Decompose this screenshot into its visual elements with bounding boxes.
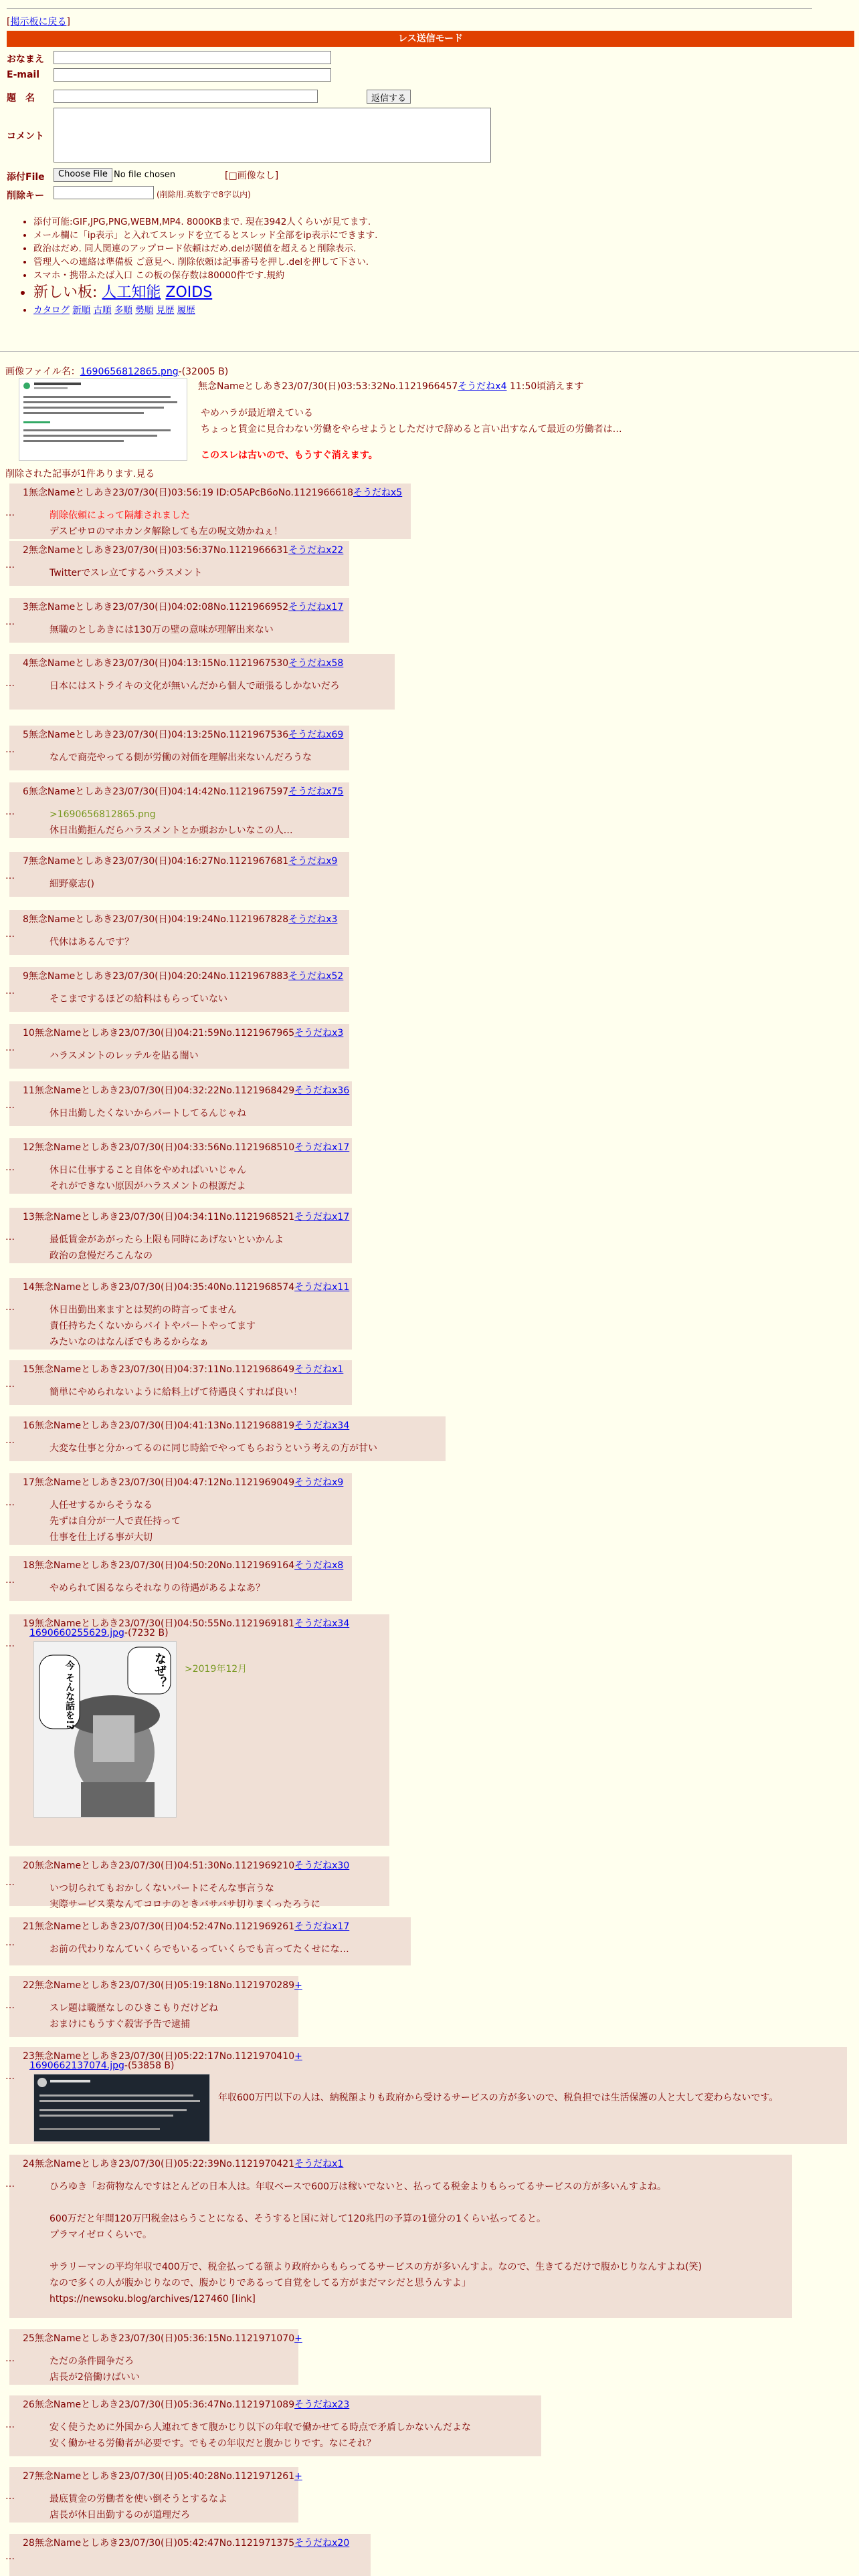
reply-header xyxy=(23,1418,349,1432)
reply-body-line: 休日に仕事すること自体をやめればいいじゃん xyxy=(50,1165,246,1176)
reply-body xyxy=(50,1048,199,1064)
reply-menu-icon[interactable]: … xyxy=(5,806,15,817)
reply-body xyxy=(50,622,274,638)
reply-header xyxy=(23,1919,349,1933)
reply-body-line: ハラスメントのレッテルを貼る闇い xyxy=(50,1051,199,1061)
new-board-link-zoids[interactable]: ZOIDS xyxy=(165,284,213,301)
reply-meta: 無念Nameとしあき23/07/30(日)04:47:12No.1121969049 xyxy=(34,1477,295,1488)
reply-body xyxy=(50,1302,256,1350)
reply-number: 9 xyxy=(23,971,29,982)
reply-menu-icon[interactable]: … xyxy=(5,2551,15,2562)
reply-body-line: 最低賃金があがったら上限も同時にあげないといかんよ xyxy=(50,1235,284,1245)
reply-post xyxy=(5,1473,352,1545)
reply-body-line: 600万だと年間120万円税金はらうことになる、そうすると国に対して120兆円の予算の1億分の1くらい払ってると。 xyxy=(50,2214,546,2224)
sort-link-viewed[interactable]: 見歴 xyxy=(156,305,175,316)
reply-body-line: 休日出勤したくないからパートしてるんじゃね xyxy=(50,1108,246,1119)
sodane-link[interactable]: そうだねx17 xyxy=(294,1142,350,1153)
reply-header xyxy=(23,1083,349,1097)
reply-body-line: https://newsoku.blog/archives/127460 [link] xyxy=(50,2294,256,2304)
reply-header xyxy=(23,1978,302,1992)
sodane-link[interactable]: そうだねx30 xyxy=(294,1860,350,1871)
reply-number: 5 xyxy=(23,730,29,740)
reply-body-line: スレ題は職歴なしのひきこもりだけどね xyxy=(50,2003,218,2014)
sodane-link[interactable]: そうだねx58 xyxy=(288,658,344,669)
reply-body xyxy=(50,1162,246,1194)
comment-textarea[interactable] xyxy=(54,108,491,163)
reply-body xyxy=(50,1941,349,1957)
reply-meta: 無念Nameとしあき23/07/30(日)04:50:55No.1121969181 xyxy=(34,1618,295,1629)
reply-header xyxy=(23,1362,343,1376)
reply-number: 3 xyxy=(23,602,29,613)
reply-header xyxy=(23,600,343,613)
reply-menu-icon[interactable]: … xyxy=(5,2353,15,2364)
reply-number: 8 xyxy=(23,914,29,925)
reply-post xyxy=(5,2534,371,2576)
reply-post xyxy=(5,541,349,586)
reply-body-line: 最底賃金の労働者を使い倒そうとするなよ xyxy=(50,2494,227,2504)
subject-label: 題 名 xyxy=(7,93,35,104)
reply-header xyxy=(23,784,343,798)
sodane-link[interactable]: そうだねx52 xyxy=(288,971,344,982)
reply-body xyxy=(50,508,283,540)
reply-body-line: いつ切られてもおかしくないパートにそんな事言うな xyxy=(50,1883,274,1894)
sodane-link[interactable]: そうだねx23 xyxy=(294,2399,350,2410)
reply-body-line: 政治の怠慢だろこんなの xyxy=(50,1251,153,1261)
reply-header xyxy=(23,1858,349,1872)
reply-body xyxy=(50,1232,284,1264)
reply-menu-icon[interactable]: … xyxy=(5,1231,15,1243)
reply-file-link[interactable]: 1690660255629.jpg xyxy=(29,1628,124,1638)
sodane-link[interactable]: そうだねx36 xyxy=(294,1085,350,1096)
sodane-link[interactable]: そうだねx8 xyxy=(294,1560,344,1571)
reply-header xyxy=(23,1140,349,1154)
reply-meta: 無念Nameとしあき23/07/30(日)04:16:27No.1121967681 xyxy=(28,856,289,867)
delkey-note: (削除用.英数字で8字以内) xyxy=(157,190,251,199)
reply-meta: 無念Nameとしあき23/07/30(日)04:34:11No.1121968521 xyxy=(34,1212,295,1222)
no-image-checkbox[interactable]: [□画像なし] xyxy=(225,171,279,181)
reply-post xyxy=(5,1208,352,1263)
reply-body-line: 日本にはストライキの文化が無いんだから個人で頑張るしかないだろ xyxy=(50,681,340,691)
op-thumbnail[interactable] xyxy=(19,378,187,461)
reply-menu-icon[interactable]: … xyxy=(5,616,15,627)
reply-body-line: 年収600万円以下の人は、納税額よりも政府から受けるサービスの方が多いので、税負担では生活保護の人と大して変わらないです。 xyxy=(218,2092,779,2103)
reply-meta: 無念Nameとしあき23/07/30(日)04:19:24No.1121967828 xyxy=(28,914,289,925)
email-input[interactable] xyxy=(54,68,331,82)
reply-post xyxy=(5,1081,352,1126)
reply-body-line: お前の代わりなんていくらでもいるっていくらでも言ってたくせにな… xyxy=(50,1944,349,1955)
reply-header xyxy=(23,969,343,982)
reply-post xyxy=(5,1416,446,1461)
reply-post xyxy=(5,782,349,838)
reply-file-line xyxy=(29,1628,169,1638)
reply-menu-icon[interactable]: … xyxy=(5,1162,15,1173)
note-item: • メール欄に「ip表示」と入れてスレッドを立てるとスレッド全部をip表示にできます. xyxy=(33,229,377,242)
reply-header xyxy=(23,1558,343,1572)
sodane-link[interactable]: そうだねx1 xyxy=(294,1364,344,1375)
reply-number: 19 xyxy=(23,1618,35,1629)
reply-meta: 無念Nameとしあき23/07/30(日)05:19:18No.1121970289 xyxy=(34,1980,295,1991)
sodane-link[interactable]: そうだねx17 xyxy=(294,1212,350,1222)
reply-number: 11 xyxy=(23,1085,35,1096)
op-file-link[interactable]: 1690656812865.png xyxy=(80,366,179,377)
name-input[interactable] xyxy=(54,51,331,64)
reply-menu-icon[interactable]: … xyxy=(5,1378,15,1390)
reply-body-line: サラリーマンの平均年収で400万で、税金払ってる額より政府からもらってるサービスの方が多いんすよ。なので、生きてるだけで腹かじりなんすよね(笑) xyxy=(50,2262,702,2272)
reply-header xyxy=(23,854,337,867)
reply-header xyxy=(23,1475,343,1489)
reply-thumbnail[interactable] xyxy=(33,1641,177,1818)
reply-menu-icon[interactable]: … xyxy=(5,2071,15,2082)
reply-meta: 無念Nameとしあき23/07/30(日)04:52:47No.1121969261 xyxy=(34,1921,295,1932)
reply-menu-icon[interactable]: … xyxy=(5,1497,15,1508)
reply-post xyxy=(5,2047,847,2144)
reply-body xyxy=(50,1384,302,1400)
sodane-link[interactable]: そうだねx20 xyxy=(294,2538,350,2549)
reply-post xyxy=(5,654,395,710)
reply-number: 4 xyxy=(23,658,29,669)
reply-header xyxy=(23,728,343,741)
reply-post xyxy=(5,852,349,897)
reply-post xyxy=(5,967,349,1012)
reply-meta: 無念Nameとしあき23/07/30(日)04:32:22No.1121968429 xyxy=(34,1085,295,1096)
delkey-label: 削除キー xyxy=(7,191,44,201)
reply-body-line: なので多くの人が腹かじりなので、腹かじりであるって自覚をしてる方がまだマシだと思うんすよ」 xyxy=(50,2278,471,2288)
sodane-link[interactable]: そうだねx3 xyxy=(288,914,338,925)
reply-header xyxy=(23,1210,349,1223)
reply-meta: 無念Nameとしあき23/07/30(日)05:36:15No.1121971070 xyxy=(34,2333,295,2344)
reply-meta: 無念Nameとしあき23/07/30(日)04:02:08No.1121966952 xyxy=(28,602,289,613)
reply-number: 15 xyxy=(23,1364,35,1375)
reply-body-line: みたいなのはなんぼでもあるからなぁ xyxy=(50,1337,209,1348)
reply-number: 22 xyxy=(23,1980,35,1991)
reply-body xyxy=(50,2179,702,2307)
reply-number: 7 xyxy=(23,856,29,867)
reply-file-size: -(7232 B) xyxy=(124,1628,169,1638)
reply-body-line: ただの条件闘争だろ xyxy=(50,2356,134,2367)
reply-number: 2 xyxy=(23,545,29,556)
reply-header xyxy=(23,1026,343,1039)
reply-meta: 無念Nameとしあき23/07/30(日)04:20:24No.1121967883 xyxy=(28,971,289,982)
reply-menu-icon[interactable]: … xyxy=(5,1099,15,1111)
reply-body-line: 休日出勤拒んだらハラスメントとか頭おかしいなこの人… xyxy=(50,825,293,836)
reply-meta: 無念Nameとしあき23/07/30(日)04:51:30No.1121969210 xyxy=(34,1860,295,1871)
op-sodane-link[interactable]: そうだねx4 xyxy=(458,381,507,392)
reply-header xyxy=(23,2469,302,2482)
reply-number: 13 xyxy=(23,1212,35,1222)
reply-menu-icon[interactable]: … xyxy=(5,1302,15,1313)
reply-body xyxy=(50,1105,246,1121)
reply-post xyxy=(5,1360,352,1405)
reply-body-line: 先ずは自分が一人で責任持って xyxy=(50,1516,181,1527)
reply-menu-icon[interactable]: … xyxy=(5,1574,15,1586)
reply-body-line: >2019年12月 xyxy=(185,1664,248,1675)
reply-menu-icon[interactable]: … xyxy=(5,1638,15,1649)
reply-number: 12 xyxy=(23,1142,35,1153)
sodane-link[interactable]: + xyxy=(294,1980,302,1991)
reply-meta: 無念Nameとしあき23/07/30(日)04:50:20No.1121969164 xyxy=(34,1560,295,1571)
reply-body xyxy=(50,2353,140,2385)
note-item: • 添付可能:GIF,JPG,PNG,WEBM,MP4. 8000KBまで. 現在3942人くらいが見てます. xyxy=(33,215,377,229)
reply-menu-icon[interactable]: … xyxy=(5,2420,15,2430)
reply-post xyxy=(5,1917,411,1965)
reply-body-line: 大変な仕事と分かってるのに同じ時給でやってもらおうという考えの方が甘い xyxy=(50,1443,377,1454)
reply-body-line: 細野豪志() xyxy=(50,879,94,889)
new-board-item: • 新しい板: 人工知能 ZOIDS xyxy=(33,282,377,304)
reply-menu-icon[interactable]: … xyxy=(5,870,15,881)
reply-thumbnail[interactable] xyxy=(33,2074,210,2142)
reply-meta: 無念Nameとしあき23/07/30(日)05:40:28No.1121971261 xyxy=(34,2471,295,2482)
reply-number: 25 xyxy=(23,2333,35,2344)
reply-post xyxy=(5,484,411,539)
reply-body xyxy=(218,2090,834,2106)
reply-menu-icon[interactable]: … xyxy=(5,2000,15,2011)
reply-menu-icon[interactable]: … xyxy=(5,559,15,570)
sodane-link[interactable]: そうだねx17 xyxy=(294,1921,350,1932)
reply-header xyxy=(23,2397,349,2411)
reply-meta: 無念Nameとしあき23/07/30(日)05:22:39No.1121970421 xyxy=(34,2159,295,2169)
sodane-link[interactable]: そうだねx22 xyxy=(288,545,344,556)
divider xyxy=(0,351,859,352)
reply-menu-icon[interactable]: … xyxy=(5,677,15,689)
reply-number: 26 xyxy=(23,2399,35,2410)
reply-header xyxy=(23,543,343,556)
choose-file-button[interactable]: Choose File xyxy=(54,168,112,182)
reply-body xyxy=(50,807,293,839)
reply-header xyxy=(23,2536,349,2549)
reply-body-line: デスピサロのマホカンタ解除しても左の呪文効かねぇ！ xyxy=(50,526,283,537)
reply-number: 27 xyxy=(23,2471,35,2482)
sort-link-momentum[interactable]: 勢順 xyxy=(135,305,154,316)
reply-body-line: やめられて困るならそれなりの待遇があるよなあ？ xyxy=(50,1583,265,1594)
reply-body-line: 安く使うために外国から人連れてきて腹かじり以下の年収で働かせてる時点で矛盾しかないんだよな xyxy=(50,2422,471,2433)
reply-body xyxy=(50,876,94,892)
reply-body-line: プラマイゼロくらいで。 xyxy=(50,2230,153,2240)
reply-post xyxy=(5,598,349,643)
sodane-link[interactable]: そうだねx1 xyxy=(294,2159,344,2169)
reply-body-line: そこまでするほどの給料はもらっていない xyxy=(50,994,227,1004)
reply-body-line: 無職のとしあきには130万の壁の意味が理解出来ない xyxy=(50,625,274,635)
sort-link-new[interactable]: 新順 xyxy=(72,305,91,316)
comment-label: コメント xyxy=(7,131,44,142)
reply-post xyxy=(5,1138,352,1194)
reply-body-line: 休日出勤出来ますとは契約の時言ってません xyxy=(50,1305,237,1315)
reply-meta: 無念Nameとしあき23/07/30(日)04:21:59No.1121967965 xyxy=(34,1028,295,1039)
reply-meta: 無念Nameとしあき23/07/30(日)05:36:47No.1121971089 xyxy=(34,2399,295,2410)
reply-number: 24 xyxy=(23,2159,35,2169)
reply-header xyxy=(23,2157,343,2170)
reply-menu-icon[interactable]: … xyxy=(5,2490,15,2502)
reply-body-line: 責任持ちたくないからバイトやパートやってます xyxy=(50,1321,256,1331)
reply-menu-icon[interactable]: … xyxy=(5,1877,15,1888)
reply-body xyxy=(50,565,203,581)
reply-number: 23 xyxy=(23,2051,35,2062)
tweet-screenshot-image xyxy=(34,2074,209,2141)
reply-post xyxy=(5,910,349,955)
reply-file-link[interactable]: 1690662137074.jpg xyxy=(29,2060,124,2071)
reply-header xyxy=(23,912,337,926)
back-to-board-link[interactable]: 掲示板に戻る xyxy=(10,17,67,27)
reply-body-line: それができない原因がハラスメントの根源だよ xyxy=(50,1181,246,1192)
file-label: 添付File xyxy=(7,172,45,183)
reply-menu-icon[interactable]: … xyxy=(5,1434,15,1446)
reply-number: 28 xyxy=(23,2538,35,2549)
reply-menu-icon[interactable]: … xyxy=(5,507,15,518)
reply-menu-icon[interactable]: … xyxy=(5,744,15,755)
reply-body-line: >1690656812865.png xyxy=(50,809,156,820)
sodane-link[interactable]: そうだねx5 xyxy=(353,488,403,498)
reply-meta: 無念Nameとしあき23/07/30(日)04:37:11No.1121968649 xyxy=(34,1364,295,1375)
reply-body xyxy=(50,934,134,950)
reply-meta: 無念Nameとしあき23/07/30(日)04:14:42No.1121967597 xyxy=(28,786,289,797)
reply-body-line: 店長が休日出勤するのが道理だろ xyxy=(50,2510,190,2520)
sodane-link[interactable]: そうだねx34 xyxy=(294,1618,350,1629)
reply-menu-icon[interactable]: … xyxy=(5,928,15,940)
op-body: やめハラが最近増えている ちょっと賃金に見合わない労働をやらせようとしただけで辞めると言い出すなんて最近の労働者は… xyxy=(201,408,622,435)
reply-meta: 無念Nameとしあき23/07/30(日)03:56:19 ID:O5APcB6oNo.1121966618 xyxy=(28,488,354,498)
reply-body-line: Twitterでスレ立てするハラスメント xyxy=(50,568,203,578)
reply-body-line: 代休はあるんです？ xyxy=(50,937,134,948)
reply-body xyxy=(185,1661,379,1677)
sodane-link[interactable]: そうだねx3 xyxy=(294,1028,344,1039)
reply-body-line: 実際サービス業なんてコロナのときバサバサ切りまくったろうに xyxy=(50,1899,320,1910)
sort-links-item xyxy=(33,304,377,317)
reply-post xyxy=(5,1278,352,1350)
reply-header xyxy=(23,486,402,499)
reply-number: 6 xyxy=(23,786,29,797)
reply-meta: 無念Nameとしあき23/07/30(日)04:13:15No.1121967530 xyxy=(28,658,289,669)
reply-body xyxy=(50,2420,471,2452)
op-file-line: 画像ファイル名：1690656812865.png-(32005 B) xyxy=(5,366,229,377)
new-board-link-ai[interactable]: 人工知能 xyxy=(102,284,161,301)
reply-header xyxy=(23,656,343,669)
reply-menu-icon[interactable]: … xyxy=(5,2179,15,2189)
reply-number: 17 xyxy=(23,1477,35,1488)
avatar-icon xyxy=(23,383,30,389)
reply-meta: 無念Nameとしあき23/07/30(日)04:35:40No.1121968574 xyxy=(34,1282,295,1293)
reply-header xyxy=(23,1280,349,1293)
note-item: • 管理人への連絡は準備板 ご意見へ. 削除依頼は記事番号を押し.delを押して下さい. xyxy=(33,255,377,269)
reply-body-line xyxy=(50,2195,702,2211)
reply-number: 21 xyxy=(23,1921,35,1932)
expire-warning: このスレは古いので、もうすぐ消えます。 xyxy=(201,450,378,461)
speech-bubble-text: 今 そんな話を!? xyxy=(64,1660,75,1730)
submit-button[interactable]: 返信する xyxy=(367,90,411,104)
reply-file-size: -(53858 B) xyxy=(124,2060,175,2071)
reply-body xyxy=(50,991,227,1007)
deleted-note[interactable]: 削除された記事が1件あります.見る xyxy=(5,469,155,479)
reply-post xyxy=(5,1856,389,1910)
back-link-wrap: [掲示板に戻る] xyxy=(7,17,70,27)
reply-number: 16 xyxy=(23,1420,35,1431)
op-header: 無念Nameとしあき23/07/30(日)03:53:32No.1121966457そうだねx4 11:50頃消えます xyxy=(198,381,584,392)
note-item: • スマホ・携帯ふたば入口 この板の保存数は80000件です.規約 xyxy=(33,269,377,282)
reply-mode-bar: レス送信モード xyxy=(7,31,854,47)
reply-post xyxy=(5,2155,792,2318)
reply-body xyxy=(50,678,340,694)
reply-meta: 無念Nameとしあき23/07/30(日)04:33:56No.1121968510 xyxy=(34,1142,295,1153)
reply-body-line: 店長が2倍働けばいい xyxy=(50,2372,140,2383)
sodane-link[interactable]: そうだねx9 xyxy=(294,1477,344,1488)
reply-menu-icon[interactable]: … xyxy=(5,985,15,996)
reply-meta: 無念Nameとしあき23/07/30(日)03:56:37No.1121966631 xyxy=(28,545,289,556)
reply-post xyxy=(5,1556,352,1601)
reply-number: 1 xyxy=(23,488,29,498)
file-status: No file chosen xyxy=(114,170,176,180)
sodane-link[interactable]: + xyxy=(294,2471,302,2482)
reply-body-line: 簡単にやめられないように給料上げて待遇良くすれば良い！ xyxy=(50,1387,302,1398)
reply-meta: 無念Nameとしあき23/07/30(日)05:42:47No.1121971375 xyxy=(34,2538,295,2549)
reply-number: 18 xyxy=(23,1560,35,1571)
reply-body xyxy=(50,2000,218,2032)
sodane-link[interactable]: + xyxy=(294,2051,302,2062)
reply-body-line: 人任せするからそうなる xyxy=(50,1500,153,1511)
reply-post xyxy=(5,2395,541,2456)
reply-body xyxy=(50,750,312,766)
reply-menu-icon[interactable]: … xyxy=(5,1042,15,1053)
name-label: おなまえ xyxy=(7,54,44,65)
reply-body-line: 削除依頼によって隔離されました xyxy=(50,510,190,521)
reply-body xyxy=(50,1881,320,1913)
reply-number: 10 xyxy=(23,1028,35,1039)
reply-post xyxy=(5,1614,389,1846)
sort-link-catalog[interactable]: カタログ xyxy=(33,305,70,316)
reply-menu-icon[interactable]: … xyxy=(5,1937,15,1948)
reply-number: 14 xyxy=(23,1282,35,1293)
reply-post xyxy=(5,2329,302,2385)
reply-body-line: 仕事を仕上げる事が大切 xyxy=(50,1532,153,1543)
reply-post xyxy=(5,2467,302,2523)
sort-link-history[interactable]: 履歴 xyxy=(177,305,195,316)
sodane-link[interactable]: そうだねx17 xyxy=(288,602,344,613)
reply-body-line: 安く働かせる労働者が必要です。でもその年収だと腹かじりです。なにそれ？ xyxy=(50,2438,376,2449)
reply-body xyxy=(50,2491,227,2523)
reply-body xyxy=(50,1497,181,1545)
subject-input[interactable] xyxy=(54,90,318,103)
delkey-input[interactable] xyxy=(54,186,154,199)
sodane-link[interactable]: そうだねx9 xyxy=(288,856,338,867)
reply-post xyxy=(5,1976,302,2037)
note-item: • 政治はだめ. 同人関連のアップロード依頼はだめ.delが閾値を超えると削除表示. xyxy=(33,242,377,255)
board-notes xyxy=(33,215,377,317)
reply-post xyxy=(5,1024,349,1069)
sodane-link[interactable]: そうだねx75 xyxy=(288,786,344,797)
reply-file-line xyxy=(29,2060,175,2071)
sodane-link[interactable]: + xyxy=(294,2333,302,2344)
reply-body-line: ひろゆき「お荷物なんですはとんどの日本人は。年収ベースで600万は稼いでないと、払ってる税金よりもらってるサービスの方が多いんすよね。 xyxy=(50,2181,667,2192)
reply-number: 20 xyxy=(23,1860,35,1871)
reply-body-line: なんで商売やってる側が労働の対価を理解出来ないんだろうな xyxy=(50,752,312,763)
top-rule xyxy=(7,8,812,9)
sort-link-old[interactable]: 古順 xyxy=(93,305,112,316)
reply-body xyxy=(50,1580,265,1596)
reply-body-line xyxy=(50,2243,702,2259)
sodane-link[interactable]: そうだねx34 xyxy=(294,1420,350,1431)
email-label: E-mail xyxy=(7,70,40,80)
sort-link-many[interactable]: 多順 xyxy=(114,305,132,316)
reply-body-line: おまけにもうすぐ殺害予告で逮捕 xyxy=(50,2019,190,2030)
reply-body xyxy=(50,1440,377,1457)
speech-bubble-text: なぜ？ xyxy=(153,1652,167,1689)
reply-post xyxy=(5,726,349,770)
reply-meta: 無念Nameとしあき23/07/30(日)04:13:25No.1121967536 xyxy=(28,730,289,740)
sodane-link[interactable]: そうだねx11 xyxy=(294,1282,350,1293)
reply-meta: 無念Nameとしあき23/07/30(日)04:41:13No.1121968819 xyxy=(34,1420,295,1431)
reply-meta: 無念Nameとしあき23/07/30(日)05:22:17No.1121970410 xyxy=(34,2051,295,2062)
sodane-link[interactable]: そうだねx69 xyxy=(288,730,344,740)
reply-header xyxy=(23,2331,302,2345)
